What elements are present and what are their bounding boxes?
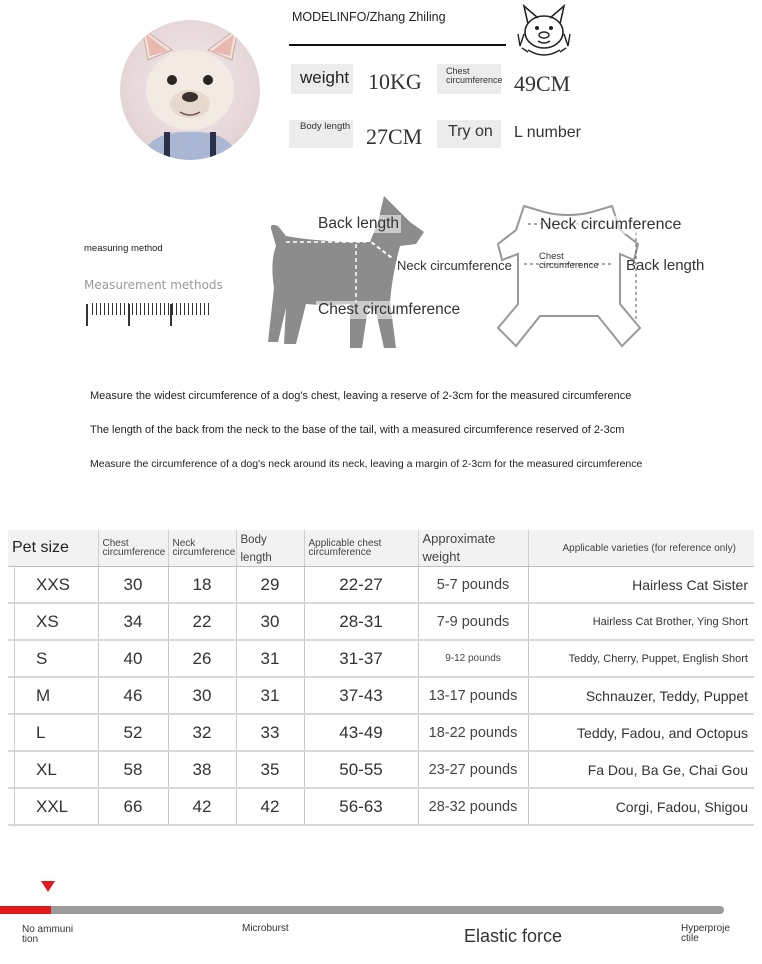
table-row [8,677,754,714]
model-info-header: MODELINFO/Zhang Zhiling [292,10,446,24]
elasticity-title: Elastic force [464,926,563,946]
header-varieties: Applicable varieties (for reference only) [562,542,736,554]
body-length-cell: 42 [236,788,304,825]
french-bulldog-icon [120,20,260,160]
elasticity-label-none: No ammunition [22,924,74,945]
chest-cell: 66 [98,788,168,825]
chest-measure-description: Measure the widest circumference of a dog's chest, leaving a reserve of 2-3cm for the measured circumference [90,390,632,402]
dog-back-length-label: Back length [318,215,399,232]
measuring-method-title: measuring method [84,243,163,254]
variety-cell: Fa Dou, Ba Ge, Chai Gou [528,751,754,788]
header-neck: Neck circumference [172,538,236,558]
size-cell: S [8,640,98,677]
applicable-chest-cell: 37-43 [304,677,418,714]
garment-neck-circumference-label: Neck circumference [540,216,682,233]
header-applicable-chest: Applicable chest circumference [308,538,382,558]
back-measure-description: The length of the back from the neck to the base of the tail, with a measured circumference reserved of 2-3cm [90,424,625,436]
header-chest: Chest circumference [102,538,166,558]
try-on-label: Try on [448,123,493,140]
elasticity-label-micro: Microburst [242,923,289,934]
variety-cell: Hairless Cat Brother, Ying Short [528,603,754,640]
neck-measure-description: Measure the circumference of a dog's neck around its neck, leaving a margin of 2-3cm for the measured circumference [90,458,643,470]
header-pet-size: Pet size [8,530,98,567]
neck-cell: 30 [168,677,236,714]
applicable-chest-cell: 56-63 [304,788,418,825]
size-cell: M [8,677,98,714]
body-length-cell: 35 [236,751,304,788]
body-length-label: Body length [300,121,351,132]
neck-cell: 42 [168,788,236,825]
weight-cell: 13-17 pounds [418,677,528,714]
chest-cell: 34 [98,603,168,640]
neck-cell: 22 [168,603,236,640]
applicable-chest-cell: 22-27 [304,567,418,604]
table-row [8,640,754,677]
body-length-cell: 29 [236,567,304,604]
model-dog-photo [120,20,260,160]
header-approx-weight: Approximate weight [422,531,496,564]
dog-neck-circumference-label: Neck circumference [397,258,512,273]
measuring-method-subtitle: Measurement methods [84,278,223,292]
chest-cell: 40 [98,640,168,677]
variety-cell: Teddy, Cherry, Puppet, English Short [528,640,754,677]
applicable-chest-cell: 28-31 [304,603,418,640]
variety-cell: Teddy, Fadou, and Octopus [528,714,754,751]
bulldog-mascot-icon [514,4,574,62]
weight-cell: 23-27 pounds [418,751,528,788]
weight-label: weight [300,68,350,87]
chest-value: 49CM [514,71,571,96]
weight-cell: 7-9 pounds [418,603,528,640]
table-row [8,567,754,604]
body-length-cell: 31 [236,640,304,677]
header-body-length: Body length [240,534,272,564]
garment-chest-circumference-label: Chest circumference [539,251,599,271]
table-left-rule [14,565,15,827]
elasticity-label-hyper: Hyperprojectile [681,923,730,944]
size-cell: L [8,714,98,751]
variety-cell: Hairless Cat Sister [528,567,754,604]
chest-label: Chest circumference [446,66,503,85]
body-length-cell: 30 [236,603,304,640]
chest-cell: 30 [98,567,168,604]
weight-cell: 28-32 pounds [418,788,528,825]
try-on-value: L number [514,124,581,141]
body-length-value: 27CM [366,124,423,149]
ruler-icon [84,298,214,328]
neck-cell: 18 [168,567,236,604]
weight-cell: 5-7 pounds [418,567,528,604]
neck-cell: 32 [168,714,236,751]
elasticity-marker-icon [41,881,55,892]
applicable-chest-cell: 31-37 [304,640,418,677]
size-cell: XXL [8,788,98,825]
weight-cell: 18-22 pounds [418,714,528,751]
body-length-cell: 33 [236,714,304,751]
neck-cell: 26 [168,640,236,677]
variety-cell: Schnauzer, Teddy, Puppet [528,677,754,714]
table-row [8,714,754,751]
table-row [8,751,754,788]
applicable-chest-cell: 50-55 [304,751,418,788]
neck-cell: 38 [168,751,236,788]
garment-back-length-label: Back length [626,257,705,274]
table-row [8,788,754,825]
table-header-row [8,530,754,567]
elasticity-track [0,906,724,914]
size-cell: XS [8,603,98,640]
chest-cell: 58 [98,751,168,788]
size-cell: XXS [8,567,98,604]
weight-cell: 9-12 pounds [418,640,528,677]
dog-chest-circumference-label: Chest circumference [318,301,461,318]
table-row [8,603,754,640]
applicable-chest-cell: 43-49 [304,714,418,751]
chest-cell: 46 [98,677,168,714]
body-length-cell: 31 [236,677,304,714]
size-cell: XL [8,751,98,788]
size-chart-table [8,530,754,826]
elasticity-level-fill [0,906,51,914]
header-divider [289,44,506,46]
chest-cell: 52 [98,714,168,751]
weight-value: 10KG [368,69,422,94]
variety-cell: Corgi, Fadou, Shigou [528,788,754,825]
